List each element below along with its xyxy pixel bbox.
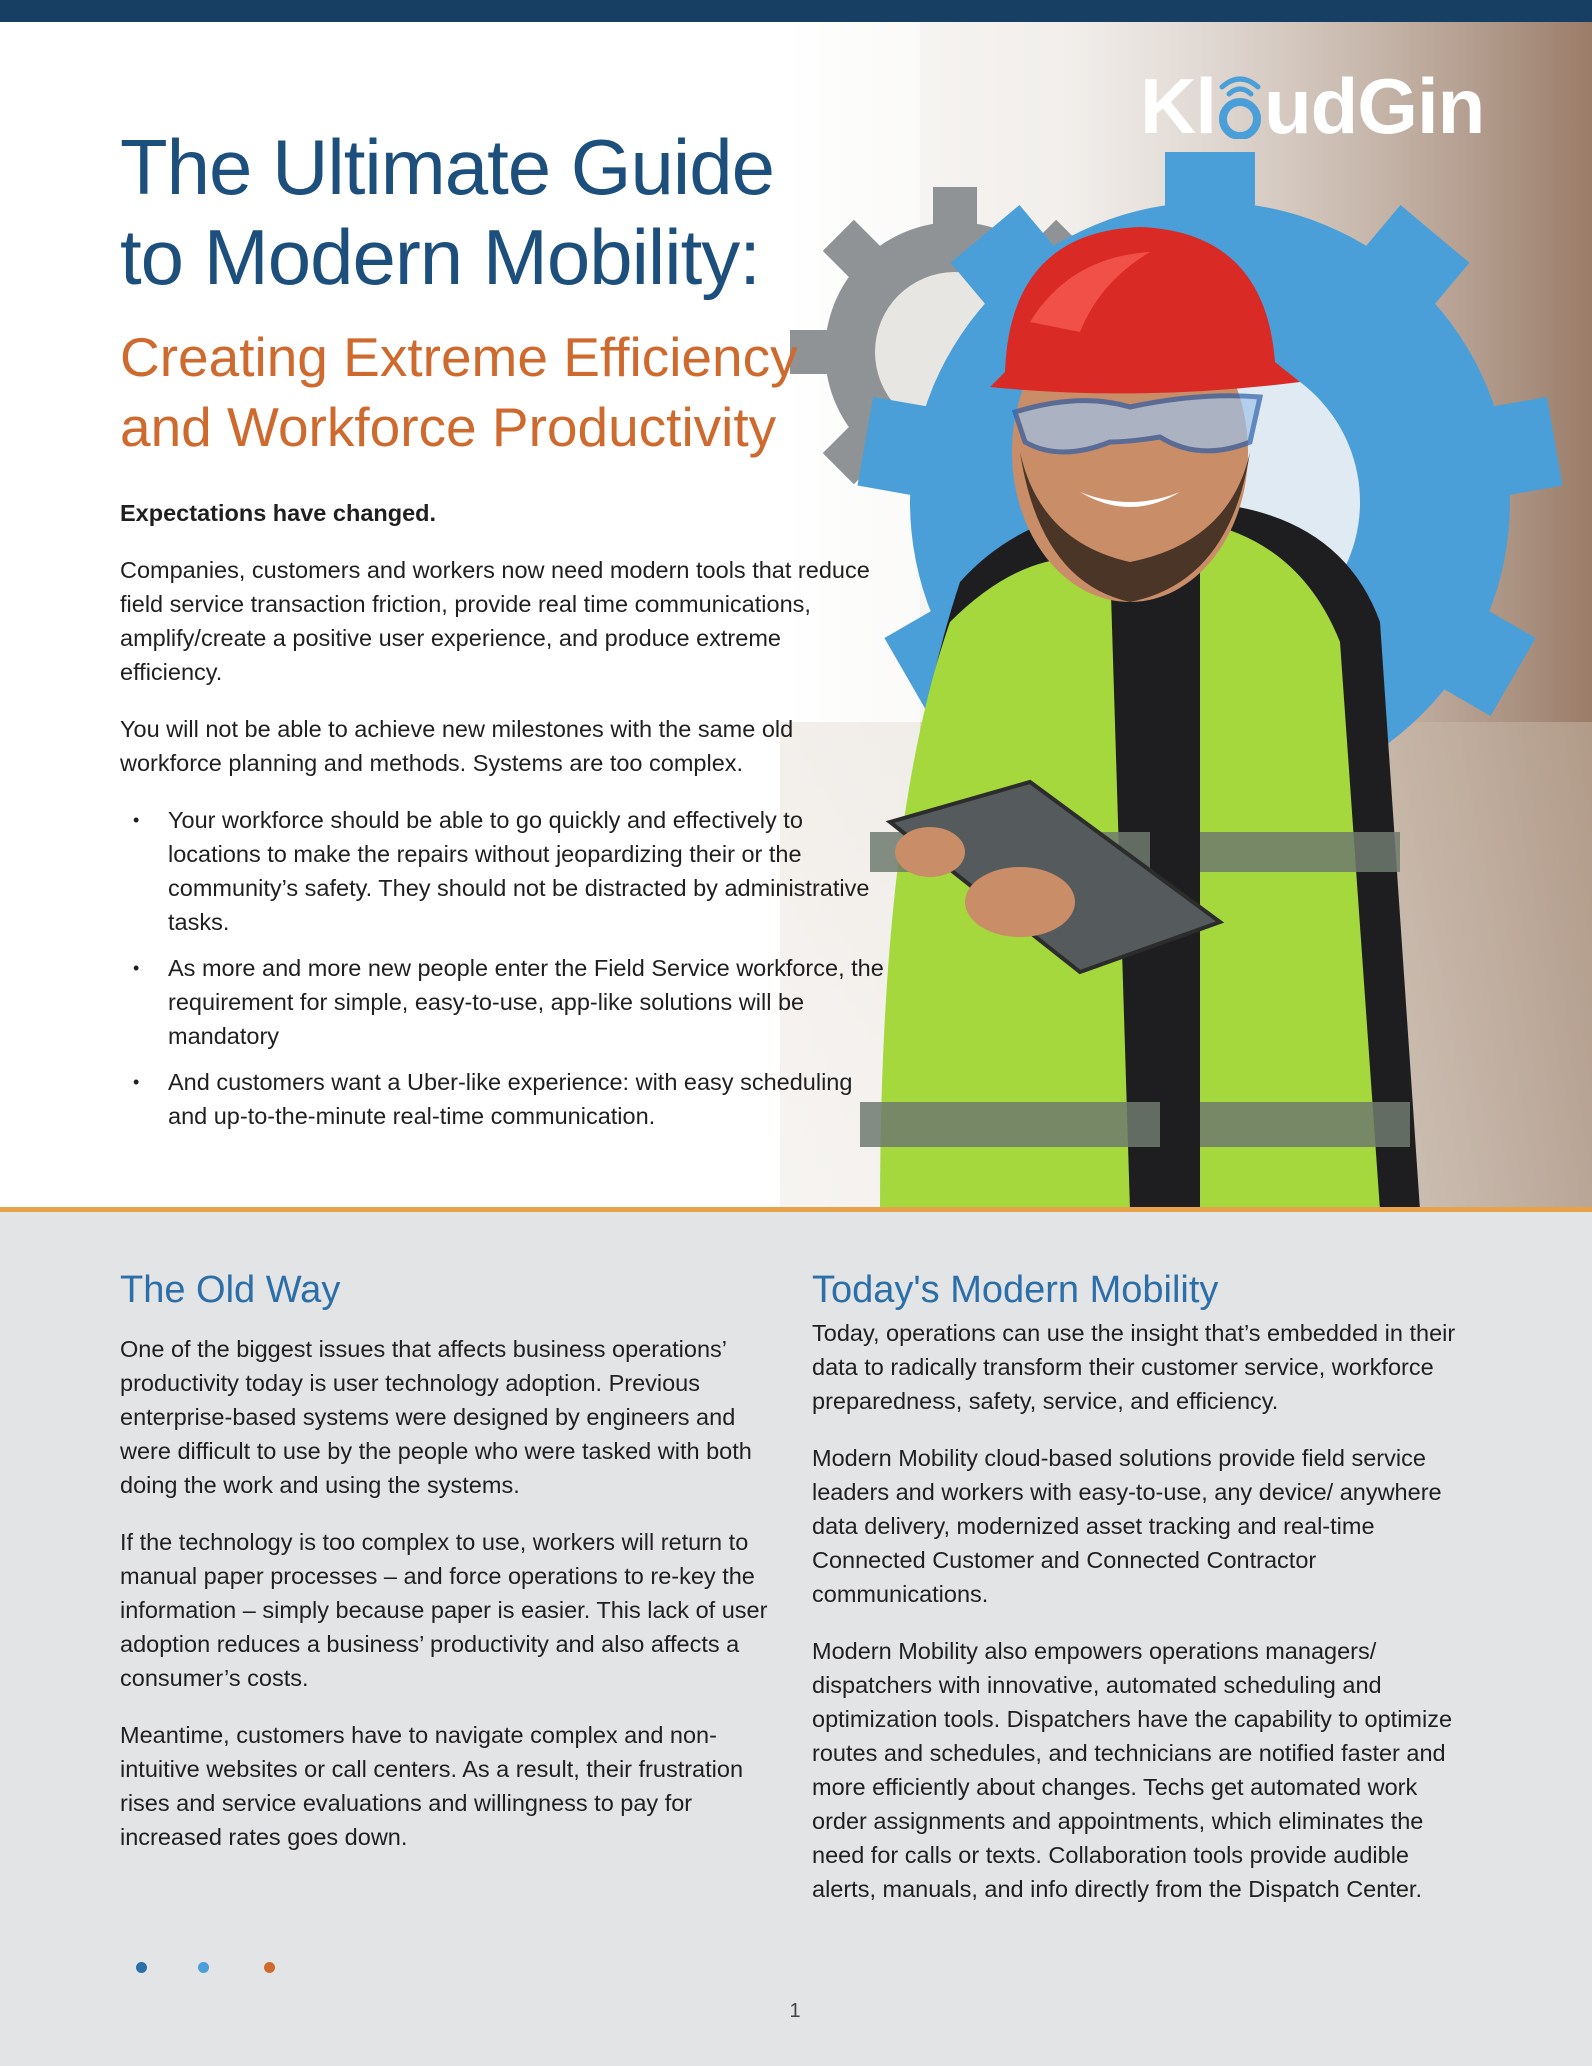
title-line-2: to Modern Mobility: [120,213,760,301]
old-way-paragraph-2: If the technology is too complex to use, workers will return to manual paper processes – and force operations to re-key the information – simply because paper is easier. This lack of user adoption reduces a business’ productivity and also affects a consumer’s costs. [120,1529,768,1691]
old-way-paragraph-3: Meantime, customers have to navigate complex and non-intuitive websites or call centers. As a result, their frustration rises and service evaluations and willingness to pay for increased rates goes down. [120,1722,744,1850]
modern-paragraph-2: Modern Mobility cloud-based solutions provide field service leaders and workers with easy-to-use, any device/ anywhere data delivery, modernized asset tracking and real-time Connected Customer and Connected Contractor communications. [812,1445,1442,1607]
top-bar [0,0,1592,22]
old-way-paragraph-1: One of the biggest issues that affects business operations’ productivity today is user technology adoption. Previous enterprise-based systems were designed by engineers and were difficult to use by the people who were tasked with both doing the work and using the systems. [120,1336,752,1498]
old-way-section [120,1268,770,1877]
hero-image [780,22,1592,1210]
title-line-1: The Ultimate Guide [120,123,774,211]
bullet-text: And customers want a Uber-like experience: with easy scheduling and up-to-the-minute real-time communication. [168,1069,853,1129]
dot-icon [198,1962,209,1973]
bullet-icon: • [133,958,140,978]
modern-paragraph-3: Modern Mobility also empowers operations managers/ dispatchers with innovative, automated scheduling and optimization tools. Dispatchers have the capability to optimize routes and schedules, and technicians are notified faster and more efficiently about changes. Techs get automated work order assignments and appointments, which eliminates the need for calls or texts. Collaboration tools provide audible alerts, manuals, and info directly from the Dispatch Center. [812,1638,1453,1902]
page-number: 1 [789,2000,801,2022]
decorative-dots [136,1962,286,1976]
bullet-icon: • [133,810,140,830]
intro-bullet-list [120,803,884,1133]
logo-text-start: Kl [1140,62,1216,150]
old-way-heading: The Old Way [120,1269,341,1311]
intro-section [120,496,884,1145]
subtitle-line-1: Creating Extreme Efficiency [120,326,798,388]
intro-lead: Expectations have changed. [120,500,437,526]
page-subtitle [120,322,860,462]
list-item [120,951,888,1053]
modern-mobility-heading: Today's Modern Mobility [812,1269,1219,1311]
wifi-o-icon [1216,72,1264,132]
modern-paragraph-1: Today, operations can use the insight that’s embedded in their data to radically transform their customer service, workforce preparedness, safety, service, and efficiency. [812,1320,1456,1414]
subtitle-line-2: and Workforce Productivity [120,396,777,458]
logo-text-end: udGin [1264,62,1485,150]
dot-icon [264,1962,275,1973]
list-item [120,803,888,939]
bullet-text: As more and more new people enter the Field Service workforce, the requirement for simple, easy-to-use, app-like solutions will be mandatory [168,955,884,1049]
page-title [120,122,880,302]
kloudgin-logo [1140,62,1485,150]
intro-paragraph-2: You will not be able to achieve new milestones with the same old workforce planning and methods. Systems are too complex. [120,716,794,776]
intro-paragraph-1: Companies, customers and workers now need modern tools that reduce field service transaction friction, provide real time communications, amplify/create a positive user experience, and produce extreme efficiency. [120,557,870,685]
dot-icon [136,1962,147,1973]
list-item [120,1065,888,1133]
bullet-text: Your workforce should be able to go quickly and effectively to locations to make the repairs without jeopardizing their or the community’s safety. They should not be distracted by administrative tasks. [168,807,870,935]
modern-mobility-section [812,1268,1472,1929]
bullet-icon: • [133,1072,140,1092]
worker-illustration [780,22,1592,1210]
